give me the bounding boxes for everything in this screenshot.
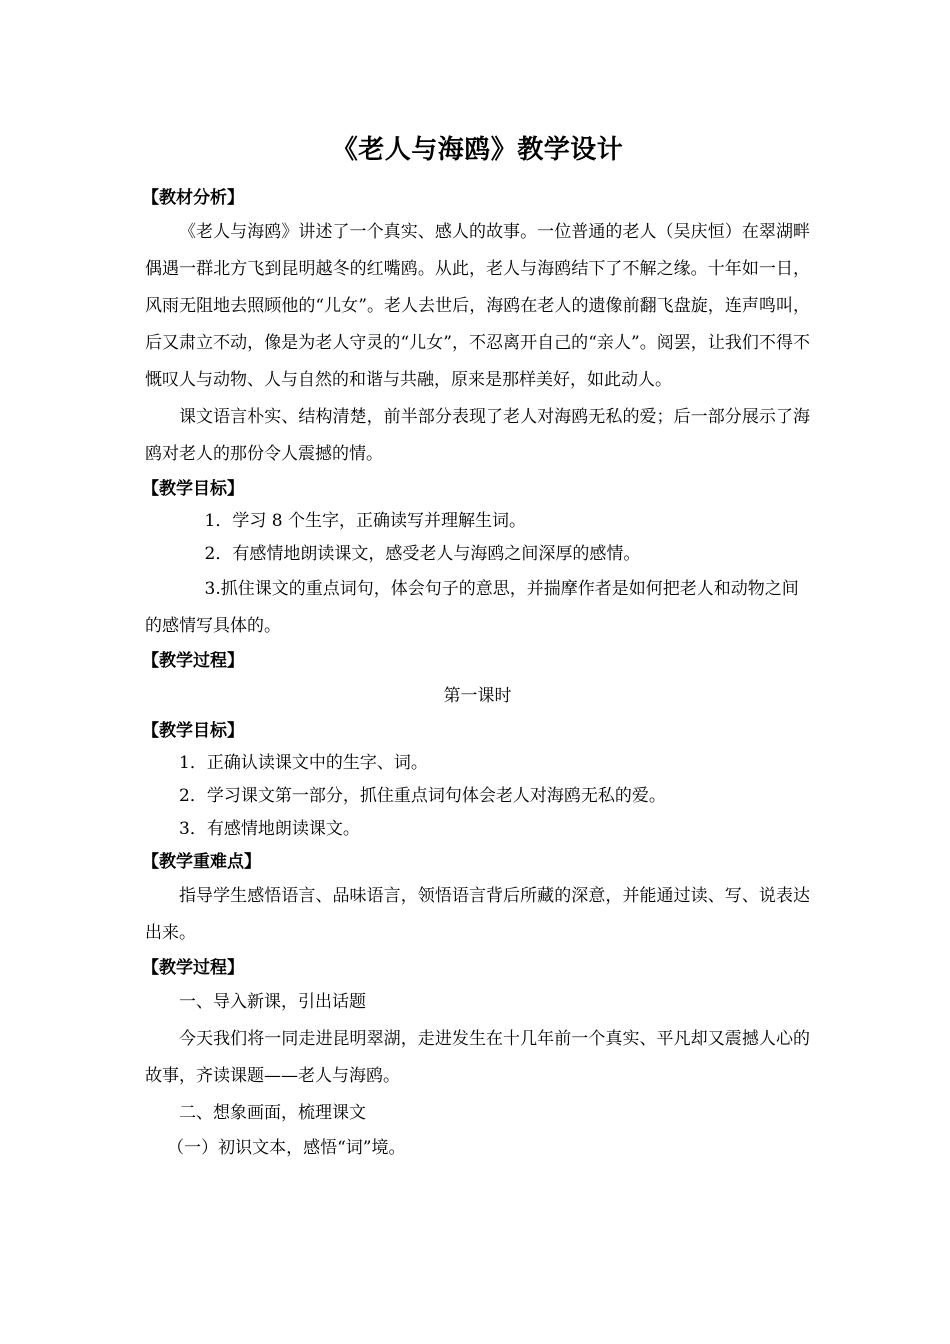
process-line-4: （一）初识文本，感悟“词”境。	[167, 1138, 406, 1158]
document-page	[142, 128, 810, 1165]
lesson-goal-item-3: 3．有感情地朗读课文。	[179, 819, 360, 839]
goal-item-2: 2．有感情地朗读课文，感受老人与海鸥之间深厚的感情。	[204, 544, 641, 564]
process-line-3: 二、想象画面，梳理课文	[179, 1103, 366, 1123]
document-title: 《老人与海鸥》教学设计	[331, 135, 624, 165]
analysis-paragraph-1: 《老人与海鸥》讲述了一个真实、感人的故事。一位普通的老人（吴庆恒）在翠湖畔偶遇一群北方飞到昆明越冬的红嘴鸥。从此，老人与海鸥结下了不解之缘。十年如一日，风雨无阻地去照顾他的“儿女”。老人去世后，海鸥在老人的遗像前翻飞盘旋，连声鸣叫，后又肃立不动，像是为老人守灵的“儿女”，不忍离开自己的“亲人”。阅罢，让我们不得不慨叹人与动物、人与自然的和谐与共融，原来是那样美好，如此动人。	[145, 222, 810, 390]
section-heading-teaching-goals: 【教学目标】	[142, 479, 244, 499]
process-line-2: 今天我们将一同走进昆明翠湖，走进发生在十几年前一个真实、平凡却又震撼人心的故事，齐读课题——老人与海鸥。	[145, 1029, 810, 1086]
lesson-subtitle: 第一课时	[443, 686, 512, 706]
lesson-goal-item-2: 2．学习课文第一部分，抓住重点词句体会老人对海鸥无私的爱。	[179, 786, 666, 806]
lesson-goal-item-1: 1．正确认读课文中的生字、词。	[179, 753, 428, 773]
section-heading-textbook-analysis: 【教材分析】	[142, 188, 244, 208]
goal-item-3: 3.抓住课文的重点词句，体会句子的意思，并揣摩作者是如何把老人和动物之间的感情写具体的。	[145, 579, 799, 636]
section-heading-lesson-process: 【教学过程】	[142, 958, 244, 978]
process-line-1: 一、导入新课，引出话题	[179, 992, 366, 1012]
section-heading-key-points: 【教学重难点】	[142, 852, 261, 872]
goal-item-1: 1．学习 8 个生字，正确读写并理解生词。	[204, 511, 526, 531]
section-heading-lesson-goals: 【教学目标】	[142, 721, 244, 741]
section-heading-teaching-process: 【教学过程】	[142, 651, 244, 671]
key-points-paragraph: 指导学生感悟语言、品味语言，领悟语言背后所藏的深意，并能通过读、写、说表达出来。	[145, 886, 810, 943]
analysis-paragraph-2: 课文语言朴实、结构清楚，前半部分表现了老人对海鸥无私的爱；后一部分展示了海鸥对老人的那份令人震撼的情。	[145, 407, 810, 464]
